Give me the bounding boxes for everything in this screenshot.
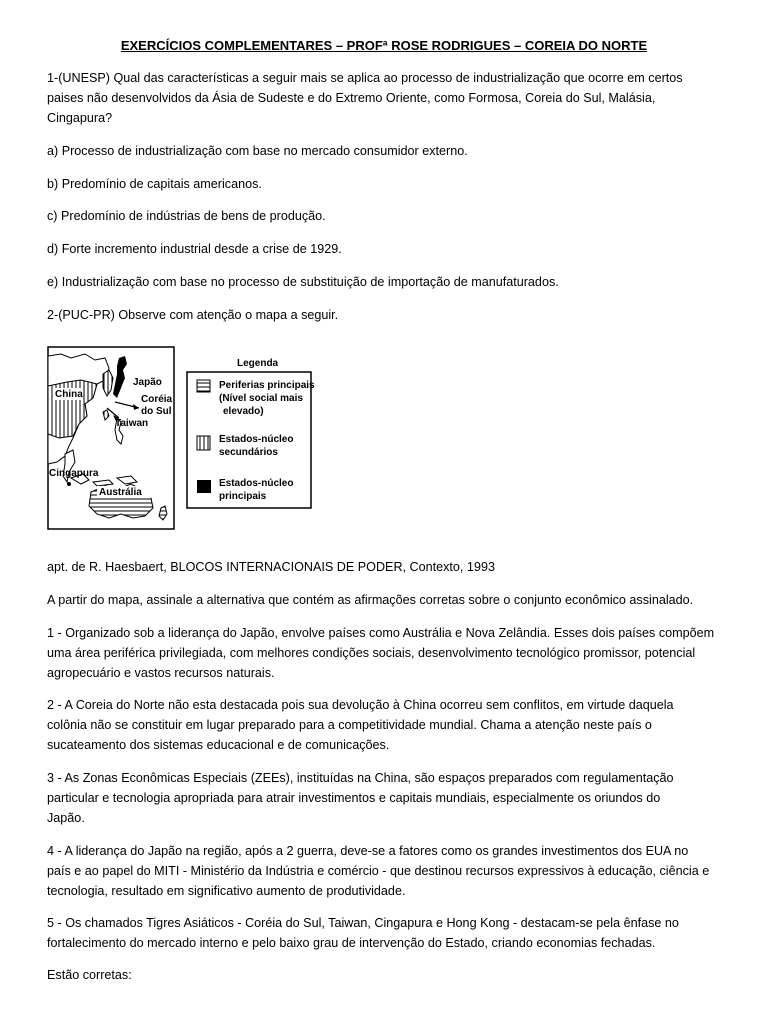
statement-2-line: 2 - A Coreia do Norte não esta destacada pois sua devolução à China ocorreu sem conflitos, em virtude daquela	[47, 698, 674, 712]
statement-2-line: colônia não se constituir em lugar preparado para a competitividade mundial. Chama a atenção neste país o	[47, 718, 652, 732]
legend-principais-line1: Estados-núcleo	[219, 478, 294, 489]
label-taiwan: Taiwan	[115, 418, 149, 429]
legend-periferias-line2: (Nível social mais	[219, 393, 303, 404]
page-title: EXERCÍCIOS COMPLEMENTARES – PROFª ROSE RODRIGUES – COREIA DO NORTE	[120, 38, 648, 53]
statement-1-line: uma área periférica privilegiada, com melhores condições sociais, desenvolvimento tecnológico promissor, potencial	[47, 646, 696, 660]
q1-option-d: d) Forte incremento industrial desde a crise de 1929.	[47, 242, 342, 256]
singapore-dot	[67, 482, 71, 486]
statement-1-line: 1 - Organizado sob a liderança do Japão, envolve países como Austrália e Nova Zelândia. Esses dois países compõem	[47, 626, 715, 640]
statement-3-line: 3 - As Zonas Econômicas Especiais (ZEEs), instituídas na China, são espaços preparados com regulamentação	[47, 771, 674, 785]
q1-option-a: a) Processo de industrialização com base no mercado consumidor externo.	[47, 144, 468, 158]
statement-4-line: país e ao papel do MITI - Ministério da Indústria e comércio - que destinou recursos expressivos à educação, ciência e	[47, 864, 710, 878]
legend-swatch-secundarios	[197, 436, 210, 450]
statement-4-line: 4 - A liderança do Japão na região, após a 2 guerra, deve-se a fatores como os grandes investimentos dos EUA no	[47, 844, 689, 858]
label-japao: Japão	[133, 377, 162, 388]
q1-stem-line: Cingapura?	[47, 111, 113, 125]
q1-option-c: c) Predomínio de indústrias de bens de produção.	[47, 209, 326, 223]
legend-swatch-periferias	[197, 380, 210, 392]
legend-secundarios-line1: Estados-núcleo	[219, 434, 294, 445]
q1-option-b: b) Predomínio de capitais americanos.	[47, 177, 262, 191]
statement-5-line: fortalecimento do mercado interno e pelo baixo grau de intervenção do Estado, criando economias fechadas.	[47, 936, 656, 950]
label-cingapura: Cingapura	[49, 468, 99, 479]
legend-title: Legenda	[237, 358, 279, 369]
q1-stem-line: 1-(UNESP) Qual das características a seguir mais se aplica ao processo de industrialização que ocorre em certos	[47, 71, 683, 85]
statement-2-line: sucateamento dos sistemas educacional e de comunicações.	[47, 738, 390, 752]
statement-3-line: particular e tecnologia apropriada para atrair investimentos e capitais mundiais, especialmente os oriundos do	[47, 791, 661, 805]
q2-stem: 2-(PUC-PR) Observe com atenção o mapa a seguir.	[47, 308, 339, 322]
label-coreia-line1: Coréia	[141, 394, 173, 405]
legend-periferias-line1: Periferias principais	[219, 380, 315, 391]
answer-prompt: Estão corretas:	[47, 968, 132, 982]
asia-pacific-map-figure	[47, 346, 317, 530]
label-australia: Austrália	[99, 487, 142, 498]
label-coreia-line2: do Sul	[141, 406, 172, 417]
map-source-citation: apt. de R. Haesbaert, BLOCOS INTERNACIONAIS DE PODER, Contexto, 1993	[47, 560, 495, 574]
statement-1-line: agropecuário e vastos recursos naturais.	[47, 666, 275, 680]
q1-stem-line: paises não desenvolvidos da Ásia de Sudeste e do Extremo Oriente, como Formosa, Coreia do Sul, Malásia,	[47, 91, 656, 105]
legend-principais-line2: principais	[219, 491, 267, 502]
statement-4-line: tecnologia, resultado em significativo aumento de produtividade.	[47, 884, 406, 898]
label-china: China	[55, 389, 83, 400]
statement-3-line: Japão.	[47, 811, 85, 825]
q1-option-e: e) Industrialização com base no processo de substituição de importação de manufaturados.	[47, 275, 559, 289]
q2-instruction: A partir do mapa, assinale a alternativa que contém as afirmações corretas sobre o conjunto econômico assinalado.	[47, 593, 694, 607]
legend-swatch-principais	[197, 480, 211, 493]
legend-periferias-line3: elevado)	[223, 406, 264, 417]
statement-5-line: 5 - Os chamados Tigres Asiáticos - Coréia do Sul, Taiwan, Cingapura e Hong Kong - destacam-se pela ênfase no	[47, 916, 679, 930]
legend-secundarios-line2: secundários	[219, 447, 278, 458]
